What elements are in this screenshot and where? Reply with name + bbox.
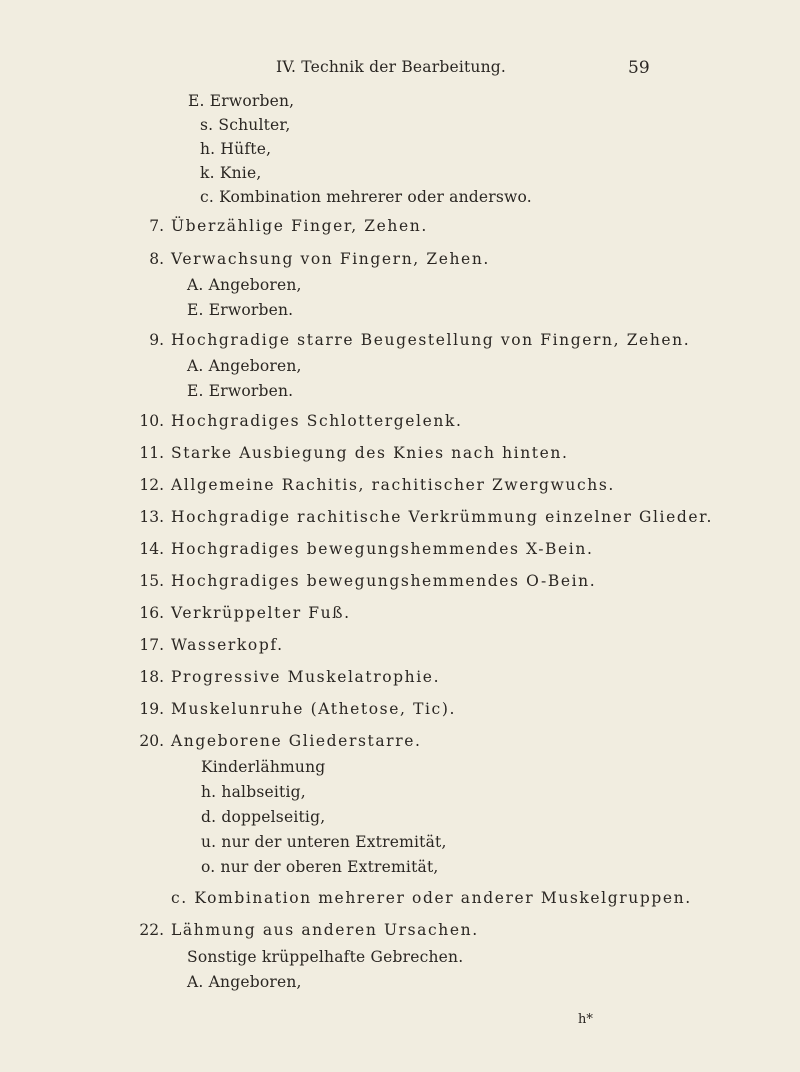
list-item: 12. Allgemeine Rachitis, rachitischer Zwergwuchs.: [139, 476, 615, 494]
signature-mark: h*: [578, 1012, 593, 1027]
list-item: d. doppelseitig,: [201, 808, 326, 826]
list-item: 18. Progressive Muskelatrophie.: [139, 668, 441, 686]
list-item: 8. Verwachsung von Fingern, Zehen.: [149, 250, 490, 268]
list-item: c. Kombination mehrerer oder anderswo.: [200, 188, 532, 206]
list-item: 20. Angeborene Gliederstarre.: [139, 732, 422, 750]
list-item: h. Hüfte,: [200, 140, 272, 158]
list-item: k. Knie,: [200, 164, 262, 182]
list-item: Kinderlähmung: [201, 758, 326, 776]
list-item: Sonstige krüppelhafte Gebrechen.: [187, 948, 464, 966]
list-item: 22. Lähmung aus anderen Ursachen.: [139, 921, 479, 939]
list-item: o. nur der oberen Extremität,: [201, 858, 439, 876]
page-header: [0, 58, 800, 82]
list-item: 11. Starke Ausbiegung des Knies nach hinten.: [139, 444, 569, 462]
list-item: 9. Hochgradige starre Beugestellung von Fingern, Zehen.: [149, 331, 691, 349]
list-item: 14. Hochgradiges bewegungshemmendes X-Bein.: [139, 540, 594, 558]
list-item: c. Kombination mehrerer oder anderer Muskelgruppen.: [171, 889, 692, 907]
list-item: 19. Muskelunruhe (Athetose, Tic).: [139, 700, 457, 718]
running-title: IV. Technik der Bearbeitung.: [276, 58, 507, 76]
list-item: A. Angeboren,: [187, 973, 302, 991]
list-item: A. Angeboren,: [187, 276, 302, 294]
list-item: u. nur der unteren Extremität,: [201, 833, 447, 851]
list-item: 7. Überzählige Finger, Zehen.: [149, 217, 428, 235]
list-item: 13. Hochgradige rachitische Verkrümmung einzelner Glieder.: [139, 508, 714, 526]
list-item: A. Angeboren,: [187, 357, 302, 375]
list-item: 15. Hochgradiges bewegungshemmendes O-Bein.: [139, 572, 597, 590]
list-item: s. Schulter,: [200, 116, 291, 134]
list-item: E. Erworben.: [187, 301, 294, 319]
list-item: E. Erworben,: [188, 92, 295, 110]
list-item: 10. Hochgradiges Schlottergelenk.: [139, 412, 463, 430]
list-item: h. halbseitig,: [201, 783, 306, 801]
list-item: 16. Verkrüppelter Fuß.: [139, 604, 351, 622]
list-item: E. Erworben.: [187, 382, 294, 400]
page-number: 59: [628, 58, 650, 78]
list-item: 17. Wasserkopf.: [139, 636, 284, 654]
